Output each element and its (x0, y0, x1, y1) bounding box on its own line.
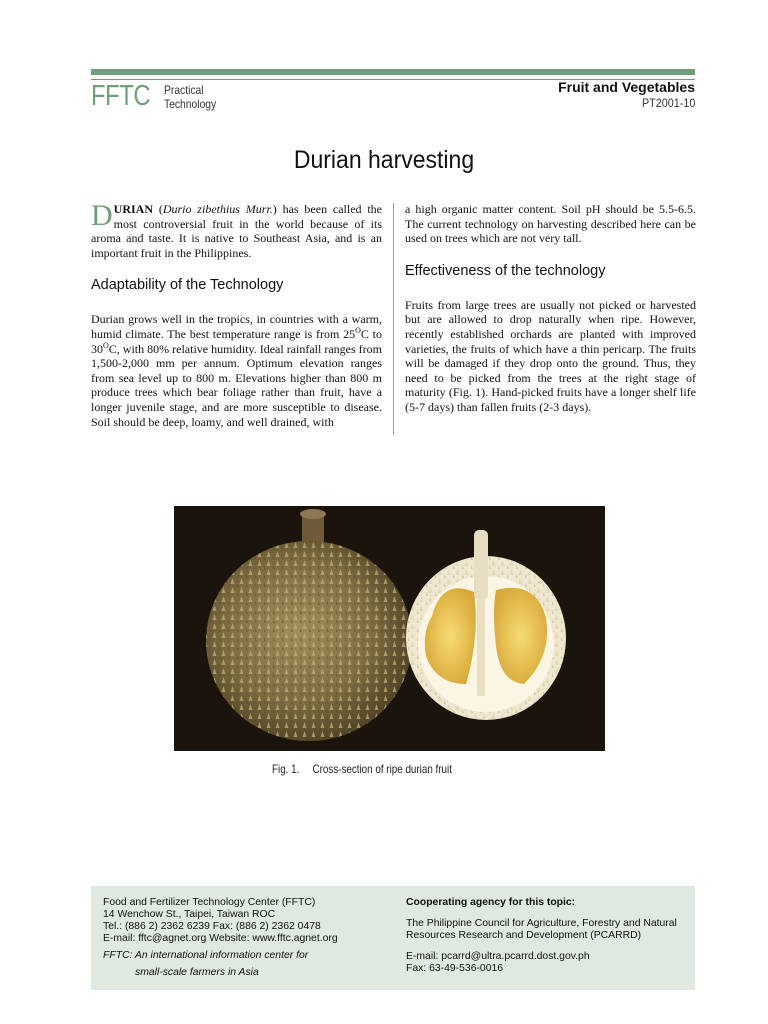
category-label: Fruit and Vegetables (558, 79, 695, 95)
figure-caption-text: Cross-section of ripe durian fruit (312, 762, 452, 776)
logo-subtitle-line-2: Technology (164, 97, 217, 111)
effectiveness-paragraph: Fruits from large trees are usually not picked or harvested but are allowed to drop naturally when ripe. However, recently established orchards are planted with improved varieties, the fruits of which have a thin pericarp. The fruits will be damaged if they drop onto the ground. Thus, they need to be picked from the trees at the right stage of maturity (Fig. 1). Hand-picked fruits have a longer shelf life (5-7 days) than fallen fruits (2-3 days). (405, 297, 696, 414)
intro-paragraph: DURIAN (Durio zibethius Murr.) has been called the most controversial fruit in the world because of its aroma and taste. It is native to Southeast Asia, and is an important fruit in the Philippines. (91, 199, 382, 260)
tagline-line-2: small-scale farmers in Asia (135, 967, 259, 978)
right-column (405, 202, 696, 415)
coop-heading: Cooperating agency for this topic: (406, 897, 576, 908)
durian-illustration (174, 506, 605, 751)
degree-mark: O (103, 340, 109, 350)
degree-mark: O (355, 325, 361, 335)
org-address: 14 Wenchow St., Taipei, Taiwan ROC (103, 909, 276, 920)
soil-continuation-paragraph: a high organic matter content. Soil pH should be 5.5-6.5. The current technology on harvesting described here can be used on trees which are not very tall. (405, 202, 696, 246)
adaptability-paragraph (91, 312, 382, 429)
org-name: Food and Fertilizer Technology Center (FFTC) (103, 897, 316, 908)
footer-box (91, 886, 695, 990)
column-divider (393, 203, 394, 435)
footer-cooperating-agency (406, 897, 691, 975)
section-heading-adaptability: Adaptability of the Technology (91, 277, 284, 294)
tagline-line-1: FFTC: An international information center for (103, 950, 309, 961)
coop-name: The Philippine Council for Agriculture, Forestry and Natural Resources Research and Development (PCARRD) (406, 918, 677, 941)
page-title: Durian harvesting (293, 146, 475, 174)
document-code: PT2001-10 (641, 96, 695, 110)
adaptability-text-a: Durian grows well in the tropics, in countries with a warm, humid climate. The best temperature range is from 25 (91, 312, 382, 341)
org-email-website: E-mail: fftc@agnet.org Website: www.fftc.agnet.org (103, 933, 338, 944)
drop-cap: D (91, 199, 113, 232)
logo-wordmark: FFTC (91, 80, 151, 112)
figure-caption (272, 762, 452, 776)
figure-label: Fig. 1. (272, 762, 300, 776)
spacer (406, 942, 691, 951)
adaptability-text-b: C to 30 (91, 326, 383, 356)
durian-photo (174, 506, 605, 751)
left-column (91, 199, 383, 429)
section-heading-effectiveness: Effectiveness of the technology (405, 262, 606, 279)
intro-text: ) has been called the most controversial fruit in the world because of its aroma and taste. It is native to Southeast Asia, and is an important fruit in the Philippines. (91, 202, 382, 260)
org-tel-fax: Tel.: (886 2) 2362 6239 Fax: (886 2) 2362 0478 (103, 921, 321, 932)
logo-subtitle-line-1: Practical (164, 83, 204, 97)
scientific-name: Durio zibethius Murr. (162, 202, 273, 216)
header-rule-thick (91, 69, 695, 75)
coop-email: E-mail: pcarrd@ultra.pcarrd.dost.gov.ph (406, 951, 590, 962)
footer-fftc-info (103, 897, 388, 979)
coop-fax: Fax: 63-49-536-0016 (406, 963, 504, 974)
intro-lead: URIAN (113, 202, 154, 216)
adaptability-text-c: C, with 80% relative humidity. Ideal rainfall ranges from 1,500-2,000 mm per annum. Optimum elevation ranges from sea level up to 800 m. Elevations higher than 800 m produce trees which bear foliage rather than fruit, have a longer juvenile stage, and are more susceptible to disease. Soil should be deep, loamy, and well drained, with (91, 341, 382, 429)
